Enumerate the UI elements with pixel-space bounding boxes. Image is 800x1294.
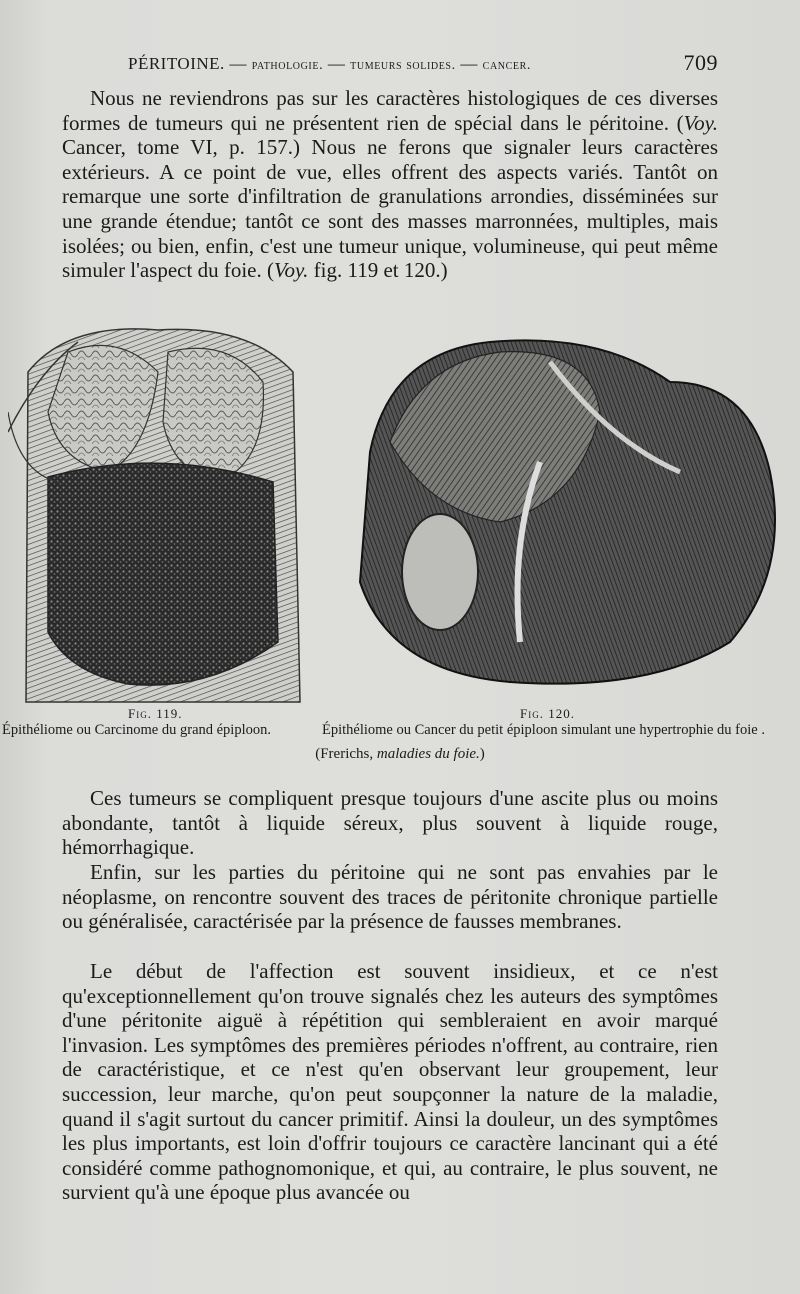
header-dash: — [327, 54, 346, 73]
figure-119-caption: Épithéliome ou Carcinome du grand épiploon. [2, 722, 271, 738]
header-part1: pathologie. [251, 58, 324, 73]
figure-120-engraving [350, 322, 790, 700]
figure-119-illustration [8, 312, 308, 707]
figure-120-label: Fig. 120. [520, 706, 575, 721]
figure-credit [0, 746, 800, 763]
figure-119-label: Fig. 119. [128, 706, 183, 721]
intro-voy-2: Voy. [273, 258, 309, 283]
credit-end: ) [479, 746, 485, 762]
header-title [128, 54, 531, 74]
header-dash: — [460, 54, 478, 73]
figure-119-engraving [8, 312, 308, 707]
running-header [128, 50, 718, 80]
header-dash: — [229, 54, 248, 73]
paragraph-peritonite: Enfin, sur les parties du péritoine qui ne sont pas envahies par le néoplasme, on rencontre souvent des traces de péritonite chronique partielle ou généralisée, caractérisée par la présence de fausses membranes. [62, 860, 718, 934]
credit-name: (Frerichs, [315, 746, 377, 762]
intro-text-b: Cancer, tome VI, p. 157.) Nous ne ferons que signaler leurs caractères extérieurs. A ce point de vue, elles offrent des aspects variés. Tantôt on remarque une sorte d'infiltration de granulations arrondies, disséminées sur une grande étendue; tantôt ce sont des masses marronnées, multiples, mais isolées; ou bien, enfin, c'est une tumeur unique, volumineuse, qui peut même simuler l'aspect du foie. ( [62, 135, 718, 283]
intro-voy-1: Voy. [683, 110, 718, 135]
paragraph-ascite: Ces tumeurs se compliquent presque toujours d'une ascite plus ou moins abondante, tantôt à liquide séreux, plus souvent à liquide rouge, hémorrhagique. [62, 786, 718, 860]
credit-work: maladies du foie. [376, 746, 480, 762]
paragraph-debut: Le début de l'affection est souvent insidieux, et ce n'est qu'exceptionnellement qu'on trouve signalés chez les auteurs des symptômes d'une péritonite aiguë à répétition qui sembleraient en avoir marqué l'invasion. Les symptômes des premières périodes n'offrent, au contraire, rien de caractéristique, et ce n'est qu'en observant leur groupement, leur succession, leur marche, qu'on peut soupçonner la nature de la maladie, quand il s'agit surtout du cancer primitif. Ainsi la douleur, un des symptômes les plus importants, est loin d'offrir toujours ce caractère lancinant qui a été considéré comme pathognomonique, et qui, au contraire, le plus souvent, ne survient qu'à une époque plus avancée ou [62, 959, 718, 1205]
figure-120-caption: Épithéliome ou Cancer du petit épiploon simulant une hypertrophie du foie . [322, 722, 765, 738]
intro-paragraph [62, 86, 718, 283]
intro-text-c: fig. 119 et 120.) [308, 258, 448, 283]
page-number: 709 [683, 50, 718, 75]
header-section: PÉRITOINE. [128, 54, 225, 73]
header-part3: cancer. [482, 58, 531, 73]
header-part2: tumeurs solides. [350, 58, 456, 73]
intro-text-a: Nous ne reviendrons pas sur les caractères histologiques de ces diverses formes de tumeurs qui ne présentent rien de spécial dans le péritoine. ( [62, 86, 718, 135]
figure-120-illustration [350, 322, 790, 700]
